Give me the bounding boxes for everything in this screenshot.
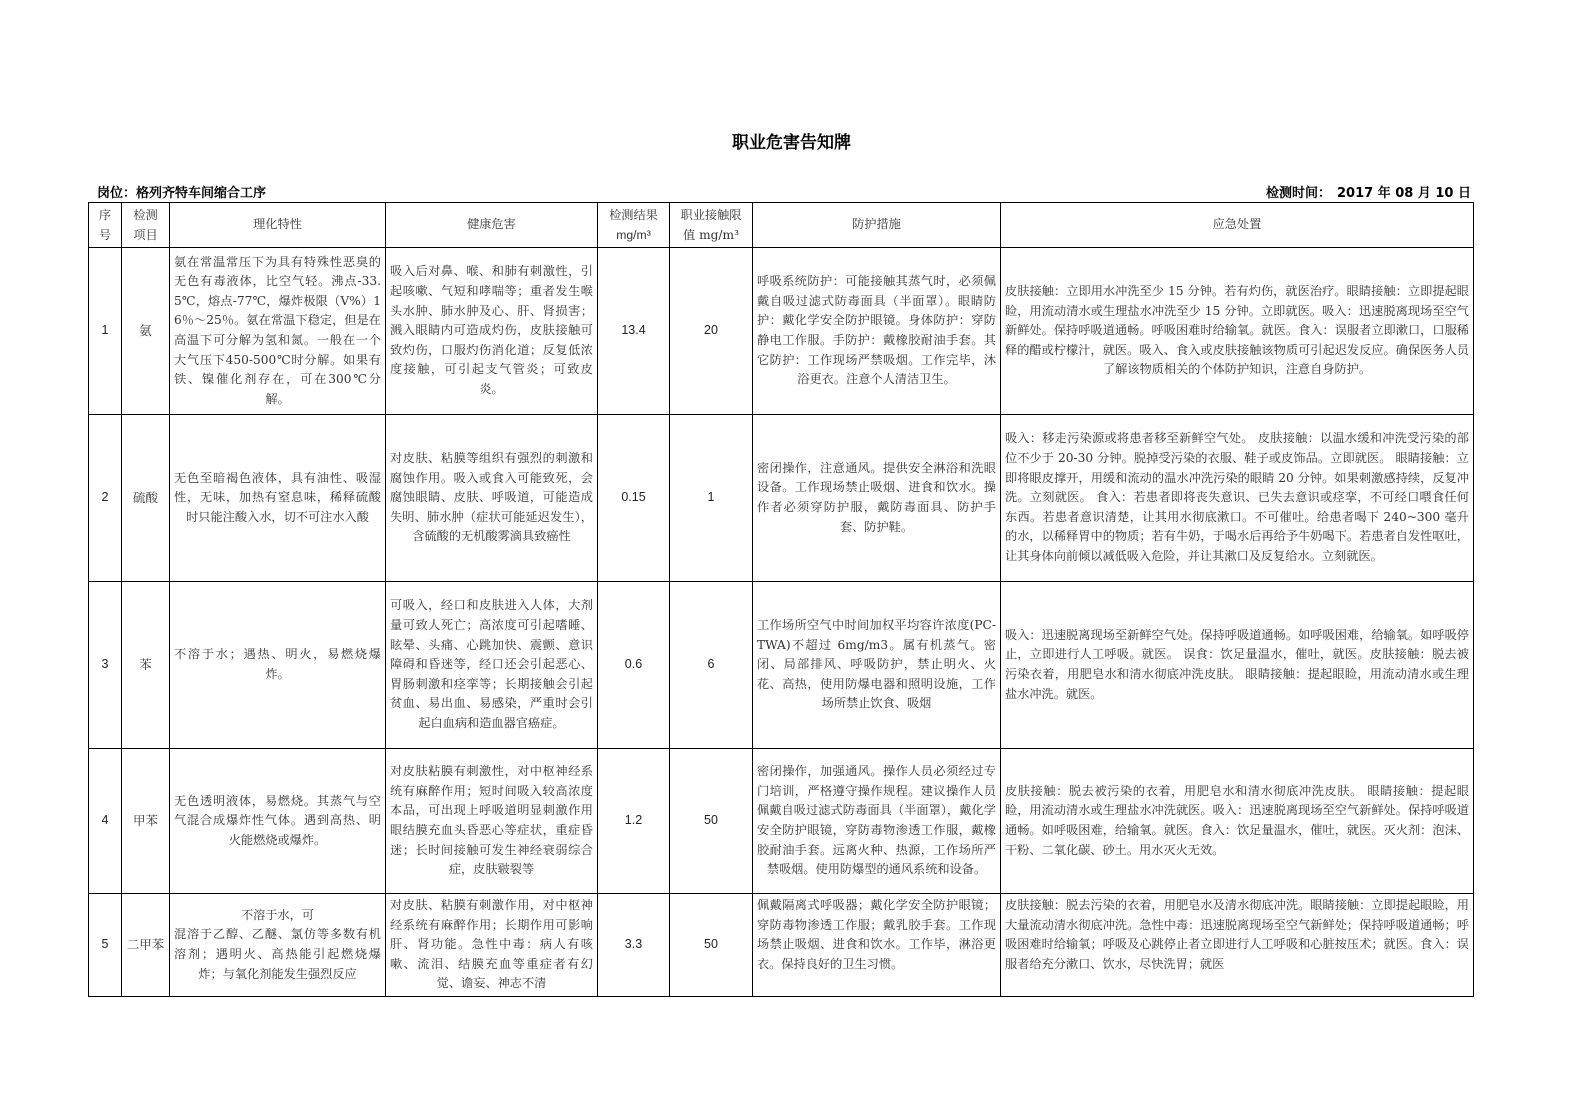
cell-result: 3.3 bbox=[598, 894, 670, 997]
post-label: 岗位： bbox=[97, 186, 137, 201]
detection-time-label: 检测时间： bbox=[1265, 186, 1331, 201]
cell-seq: 5 bbox=[89, 894, 122, 997]
cell-protection: 佩戴隔离式呼吸器；戴化学安全防护眼镜；穿防毒物渗透工作服；戴乳胶手套。工作现场禁止吸烟、进食和饮水。工作毕，淋浴更衣。保持良好的卫生习惯。 bbox=[753, 894, 1001, 997]
cell-result: 0.15 bbox=[598, 415, 670, 582]
table-header-row bbox=[89, 203, 1474, 248]
cell-item: 甲苯 bbox=[122, 749, 170, 894]
table-row bbox=[89, 248, 1474, 415]
post-info bbox=[97, 182, 266, 201]
cell-limit: 20 bbox=[670, 248, 753, 415]
post-value: 格列齐特车间缩合工序 bbox=[136, 186, 267, 201]
cell-emergency: 皮肤接触：立即用水冲洗至少 15 分钟。若有灼伤，就医治疗。眼睛接触：立即提起眼睑，用流动清水或生理盐水冲洗至少 15 分钟。立即就医。吸入：迅速脱离现场至空气新鲜处。保持呼吸道通畅。呼吸困难时给输氧。就医。食入：误服者立即漱口，口服稀释的醋或柠檬汁，就医。吸入、食入或皮肤接触该物质可引起迟发反应。确保医务人员了解该物质相关的个体防护知识，注意自身防护。 bbox=[1001, 248, 1474, 415]
cell-item: 二甲苯 bbox=[122, 894, 170, 997]
cell-item: 硫酸 bbox=[122, 415, 170, 582]
cell-result: 1.2 bbox=[598, 749, 670, 894]
cell-protection: 密闭操作，加强通风。操作人员必须经过专门培训，严格遵守操作规程。建议操作人员佩戴自吸过滤式防毒面具（半面罩），戴化学安全防护眼镜，穿防毒物渗透工作服，戴橡胶耐油手套。远离火种、热源，工作场所严禁吸烟。使用防爆型的通风系统和设备。 bbox=[753, 749, 1001, 894]
header-health-hazard: 健康危害 bbox=[386, 203, 598, 248]
cell-emergency: 吸入：迅速脱离现场至新鲜空气处。保持呼吸道通畅。如呼吸困难，给输氧。如呼吸停止，立即进行人工呼吸。就医。 误食：饮足量温水，催吐，就医。皮肤接触：脱去被污染衣着，用肥皂水和清水彻底冲洗皮肤。 眼睛接触：提起眼睑，用流动清水或生理盐水冲洗。就医。 bbox=[1001, 582, 1474, 749]
cell-properties: 无色透明液体，易燃烧。其蒸气与空气混合成爆炸性气体。遇到高热、明火能燃烧或爆炸。 bbox=[170, 749, 386, 894]
table-row bbox=[89, 582, 1474, 749]
cell-seq: 4 bbox=[89, 749, 122, 894]
header-limit: 职业接触限 值 mg/m³ bbox=[670, 203, 753, 248]
cell-result: 0.6 bbox=[598, 582, 670, 749]
cell-limit: 1 bbox=[670, 415, 753, 582]
table-row bbox=[89, 415, 1474, 582]
cell-seq: 1 bbox=[89, 248, 122, 415]
cell-properties: 氨在常温常压下为具有特殊性恶臭的无色有毒液体，比空气轻。沸点-33.5℃，熔点-77℃，爆炸极限（V%）16％～25％。氨在常温下稳定，但是在高温下可分解为氢和氮。一般在一个大气压下450-500℃时分解。如果有铁、镍催化剂存在，可在300℃分解。 bbox=[170, 248, 386, 415]
cell-protection: 密闭操作，注意通风。提供安全淋浴和洗眼设备。工作现场禁止吸烟、进食和饮水。操作者必须穿防护服，戴防毒面具、防护手套、防护鞋。 bbox=[753, 415, 1001, 582]
cell-health-hazard: 吸入后对鼻、喉、和肺有刺激性，引起咳嗽、气短和哮喘等；重者发生喉头水肿、肺水肿及心、肝、肾损害；溅入眼睛内可造成灼伤，皮肤接触可致灼伤，口服灼伤消化道；反复低浓度接触，可引起支气管炎；可致皮炎。 bbox=[386, 248, 598, 415]
detection-time-info bbox=[1260, 182, 1471, 201]
document-title: 职业危害告知牌 bbox=[732, 133, 851, 153]
header-emergency: 应急处置 bbox=[1001, 203, 1474, 248]
header-properties: 理化特性 bbox=[170, 203, 386, 248]
cell-properties: 无色至暗褐色液体，具有油性、吸湿性，无味，加热有窒息味，稀释硫酸时只能注酸入水，切不可注水入酸 bbox=[170, 415, 386, 582]
cell-health-hazard: 对皮肤、粘膜等组织有强烈的刺激和腐蚀作用。吸入或食入可能致死，会腐蚀眼睛、皮肤、呼吸道，可能造成失明、肺水肿（症状可能延迟发生），含硫酸的无机酸雾滴具致癌性 bbox=[386, 415, 598, 582]
cell-item: 氨 bbox=[122, 248, 170, 415]
cell-seq: 3 bbox=[89, 582, 122, 749]
hazard-table bbox=[88, 202, 1474, 997]
detection-time-value: 2017 年 08 月 10 日 bbox=[1337, 186, 1471, 201]
cell-health-hazard: 可吸入，经口和皮肤进入人体，大剂量可致人死亡；高浓度可引起嗜睡、眩晕、头痛、心跳加快、震颤、意识障碍和昏迷等，经口还会引起恶心、胃肠刺激和痉挛等；长期接触会引起贫血、易出血、易感染，严重时会引起白血病和造血器官癌症。 bbox=[386, 582, 598, 749]
header-item: 检测 项目 bbox=[122, 203, 170, 248]
cell-emergency: 吸入：移走污染源或将患者移至新鲜空气处。 皮肤接触：以温水缓和冲洗受污染的部位不少于 20-30 分钟。脱掉受污染的衣服、鞋子或皮饰品。立即就医。 眼睛接触：立即将眼皮撑开，用缓和流动的温水冲洗污染的眼睛 20 分钟。如果刺激感持续，反复冲洗。立刻就医。 食入：若患者即将丧失意识、已失去意识或痉挛，不可经口喂食任何东西。若患者意识清楚，让其用水彻底漱口。不可催吐。给患者喝下 240~300 毫升的水，以稀释胃中的物质；若有牛奶，于喝水后再给予牛奶喝下。若患者自发性呕吐，让其身体向前倾以减低吸入危险，并让其漱口及反复给水。立刻就医。 bbox=[1001, 415, 1474, 582]
cell-health-hazard: 对皮肤粘膜有刺激性，对中枢神经系统有麻醉作用；短时间吸入较高浓度本品，可出现上呼吸道明显刺激作用眼结膜充血头昏恶心等症状，重症昏迷；长时间接触可发生神经衰弱综合症，皮肤皲裂等 bbox=[386, 749, 598, 894]
cell-emergency: 皮肤接触：脱去污染的衣着，用肥皂水及清水彻底冲洗。眼睛接触：立即提起眼睑，用大量流动清水彻底冲洗。急性中毒：迅速脱离现场至空气新鲜处；保持呼吸道通畅；呼吸困难时给输氧；呼吸及心跳停止者立即进行人工呼吸和心脏按压术；就医。食入：误服者给充分漱口、饮水，尽快洗胃；就医 bbox=[1001, 894, 1474, 997]
header-result: 检测结果 mg/m³ bbox=[598, 203, 670, 248]
cell-limit: 50 bbox=[670, 894, 753, 997]
cell-seq: 2 bbox=[89, 415, 122, 582]
table-row bbox=[89, 894, 1474, 997]
cell-protection: 呼吸系统防护：可能接触其蒸气时，必须佩戴自吸过滤式防毒面具（半面罩）。眼睛防护：戴化学安全防护眼镜。身体防护：穿防静电工作服。手防护：戴橡胶耐油手套。其它防护：工作现场严禁吸烟。工作完毕，沐浴更衣。注意个人清洁卫生。 bbox=[753, 248, 1001, 415]
cell-emergency: 皮肤接触：脱去被污染的衣着，用肥皂水和清水彻底冲洗皮肤。 眼睛接触：提起眼睑，用流动清水或生理盐水冲洗就医。吸入：迅速脱离现场至空气新鲜处。保持呼吸道通畅。如呼吸困难，给输氧。就医。食入：饮足量温水，催吐，就医。灭火剂：泡沫、干粉、二氧化碳、砂土。用水灭火无效。 bbox=[1001, 749, 1474, 894]
cell-result: 13.4 bbox=[598, 248, 670, 415]
cell-properties: 不溶于水；遇热、明火，易燃烧爆炸。 bbox=[170, 582, 386, 749]
cell-limit: 50 bbox=[670, 749, 753, 894]
cell-properties: 不溶于水，可 混溶于乙醇、乙醚、氯仿等多数有机溶剂；遇明火、高热能引起燃烧爆炸；与氧化剂能发生强烈反应 bbox=[170, 894, 386, 997]
cell-protection: 工作场所空气中时间加权平均容许浓度(PC-TWA)不超过 6mg/m3。属有机蒸气。密闭、局部排风、呼吸防护，禁止明火、火花、高热，使用防爆电器和照明设施，工作场所禁止饮食、吸烟 bbox=[753, 582, 1001, 749]
table-row bbox=[89, 749, 1474, 894]
cell-limit: 6 bbox=[670, 582, 753, 749]
cell-item: 苯 bbox=[122, 582, 170, 749]
header-protection: 防护措施 bbox=[753, 203, 1001, 248]
cell-health-hazard: 对皮肤、粘膜有刺激作用，对中枢神经系统有麻醉作用；长期作用可影响肝、肾功能。急性中毒：病人有咳嗽、流泪、结膜充血等重症者有幻觉、谵妄、神志不清 bbox=[386, 894, 598, 997]
header-seq: 序 号 bbox=[89, 203, 122, 248]
